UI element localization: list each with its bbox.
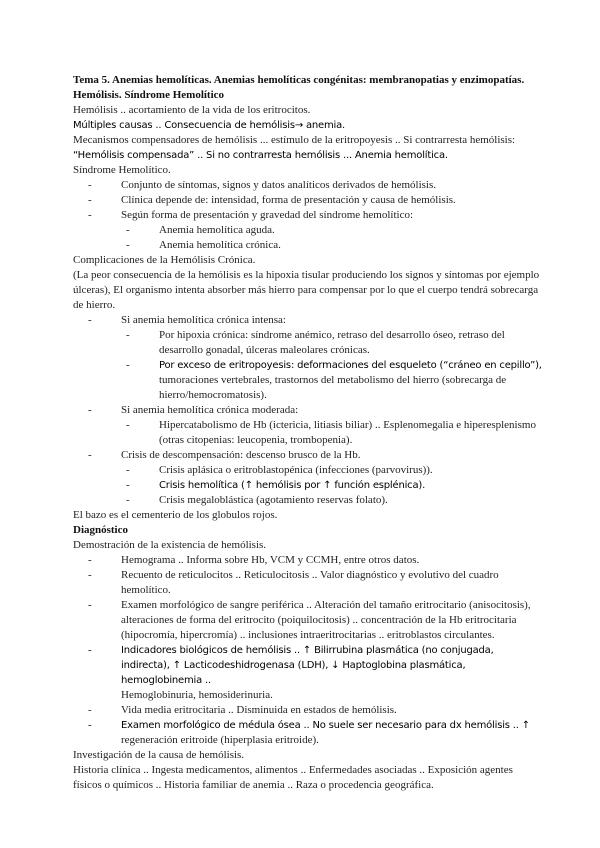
paragraph: Historia clínica .. Ingesta medicamentos, alimentos .. Enfermedades asociadas .. Exposición agentes físicos o químicos .. Historia familiar de anemia .. Raza o procedencia geográfica. [73,764,513,791]
paragraph: “Hemólisis compensada” .. Si no contrarresta hemólisis ... Anemia hemolítica. [73,150,448,161]
paragraph: Investigación de la causa de hemólisis. [73,749,245,761]
document-page [73,73,543,793]
section-heading-diagnostico: Diagnóstico [73,524,128,536]
paragraph: Múltiples causas .. Consecuencia de hemólisis→ anemia. [73,120,346,131]
dash-bullet: - [88,209,92,221]
dash-bullet: - [126,224,130,236]
list-item: - Si anemia hemolítica crónica intensa: [88,314,286,326]
list-item: - Vida media eritrocitaria .. Disminuida en estados de hemólisis. [88,704,397,716]
sub-list-item: - Por hipoxia crónica: síndrome anémico, retraso del desarrollo óseo, retraso del desarrollo gonadal, úlceras maleolares crónicas. [126,329,505,356]
paragraph: Demostración de la existencia de hemólisis. [73,539,267,551]
dash-bullet: - [126,464,130,476]
sub-list-item: - Crisis hemolítica (↑ hemólisis por ↑ función esplénica). [126,479,426,491]
paragraph: (La peor consecuencia de la hemólisis es la hipoxia tisular produciendo los signos y síntomas por ejemplo úlceras), El organismo intenta absorber más hierro para compensar por lo que el cuerpo tendrá sobrecarga de hierro. [73,269,540,311]
dash-bullet: - [126,494,130,506]
section-heading-hemolisis: Hemólisis. Síndrome Hemolítico [73,89,225,101]
dash-bullet: - [126,239,130,251]
list-item: - Según forma de presentación y gravedad del síndrome hemolítico: [88,209,414,221]
list-item: - Examen morfológico de médula ósea .. No suele ser necesario para dx hemólisis .. ↑ regeneración eritroide (hiperplasia eritroide). [88,719,530,746]
dash-bullet: - [88,644,92,656]
dash-bullet: - [88,449,92,461]
list-item: - Si anemia hemolítica crónica moderada: [88,404,299,416]
dash-bullet: - [88,554,92,566]
sub-list-item: - Por exceso de eritropoyesis: deformaciones del esqueleto (“cráneo en cepillo”), tumoraciones vertebrales, trastornos del metabolismo del hierro (sobrecarga de hierro/hemocromatosis). [126,359,542,401]
paragraph: El bazo es el cementerio de los globulos rojos. [73,509,278,521]
dash-bullet: - [88,704,92,716]
sub-list-item: - Crisis megaloblástica (agotamiento reservas folato). [126,494,388,506]
dash-bullet: - [88,314,92,326]
list-item: - Hemograma .. Informa sobre Hb, VCM y CCMH, entre otros datos. [88,554,420,566]
sub-list-item: - Hipercatabolismo de Hb (ictericia, litiasis biliar) .. Esplenomegalia e hiperesplenismo (otras citopenias: leucopenia, trombopenia). [126,419,536,446]
list-item: - Crisis de descompensación: descenso brusco de la Hb. [88,449,361,461]
dash-bullet: - [126,479,130,491]
paragraph: Mecanismos compensadores de hemólisis ... estímulo de la eritropoyesis .. Si contrarresta hemólisis: [73,134,516,146]
list-item: - Conjunto de síntomas, signos y datos analíticos derivados de hemólisis. [88,179,436,191]
paragraph: Hemólisis .. acortamiento de la vida de los eritrocitos. [73,104,311,116]
dash-bullet: - [88,404,92,416]
list-item: - Indicadores biológicos de hemólisis .. ↑ Bilirrubina plasmática (no conjugada, indirecta), ↑ Lacticodeshidrogenasa (LDH), ↓ Haptoglobina plasmática, hemoglobinemia .. Hemoglobinuria, hemosiderinuria. [88,644,494,701]
sub-list-item: - Crisis aplásica o eritroblastopénica (infecciones (parvovirus)). [126,464,433,476]
dash-bullet: - [88,569,92,581]
dash-bullet: - [126,419,130,431]
sub-list-item: - Anemia hemolítica aguda. [126,224,275,236]
dash-bullet: - [126,329,130,341]
dash-bullet: - [88,599,92,611]
list-item: - Clínica depende de: intensidad, forma de presentación y causa de hemólisis. [88,194,456,206]
dash-bullet: - [126,359,130,371]
document-title: Tema 5. Anemias hemolíticas. Anemias hemolíticas congénitas: membranopatias y enzimopatías. [73,74,525,86]
list-item: - Recuento de reticulocitos .. Reticulocitosis .. Valor diagnóstico y evolutivo del cuadro hemolítico. [88,569,499,596]
dash-bullet: - [88,719,92,731]
list-item: - Examen morfológico de sangre periférica .. Alteración del tamaño eritrocitario (anisocitosis), alteraciones de forma del eritrocito (poiquilocitosis) .. concentración de la Hb eritrocitaria (hipocromía, hipercromía) .. inclusiones intraeritrocitarias .. eritroblastos circulantes. [88,599,531,641]
dash-bullet: - [88,194,92,206]
paragraph: Complicaciones de la Hemólisis Crónica. [73,254,256,266]
dash-bullet: - [88,179,92,191]
paragraph: Síndrome Hemolítico. [73,164,171,176]
sub-list-item: - Anemia hemolítica crónica. [126,239,281,251]
